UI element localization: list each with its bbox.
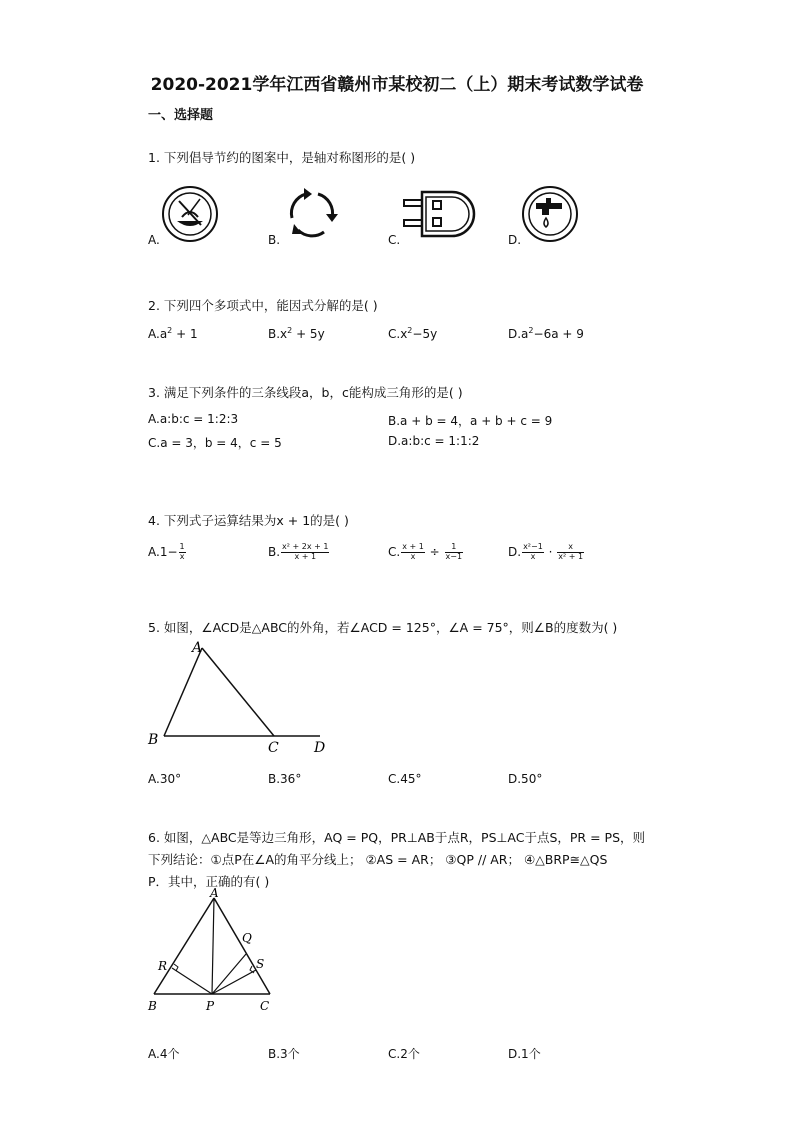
point-s-label: S (256, 957, 265, 971)
q2-option-c: $C.x^2-5y$ (388, 326, 438, 341)
point-a-label: A (210, 886, 219, 900)
q6-option-b: B.3个 (268, 1047, 300, 1061)
recycle-icon (280, 184, 344, 244)
q5-option-a: A.30° (148, 772, 182, 786)
point-c-label: C (268, 740, 279, 756)
q4-option-b: B. $\frac{\text{x² + 2x + 1}}{x + 1}$ (268, 542, 329, 561)
q4-option-c: C. $\frac{x + 1}{x}$ ÷ $\frac{1}{x-1}$ (388, 542, 463, 561)
point-b-label: B (148, 732, 159, 748)
exam-title: 2020-2021学年江西省赣州市某校初二（上）期末考试数学试卷 (150, 75, 644, 95)
question-6-stem-line3: P．其中，正确的有( ) (148, 874, 270, 889)
point-c-label: C (260, 999, 270, 1013)
question-3-stem: 3. 满足下列条件的三条线段a，b，c能构成三角形的是( ) (148, 385, 463, 400)
point-b-label: B (148, 999, 157, 1013)
point-d-label: D (314, 740, 326, 756)
point-r-label: R (158, 959, 168, 973)
question-6-stem-line2: 下列结论：①点P在∠A的角平分线上； ②AS = AR； ③QP // AR； ④△BRP≅△QS (148, 852, 608, 867)
q1-option-c-label: C. (388, 233, 401, 247)
q1-option-b-label: B. (268, 233, 281, 247)
question-2-stem: 2. 下列四个多项式中，能因式分解的是( ) (148, 298, 378, 313)
food-saving-icon (160, 185, 224, 243)
q3-option-b: B.a + b = 4，a + b + c = 9 (388, 414, 553, 428)
q2-option-d: $D.a^2-6a + 9$ (508, 326, 584, 341)
equilateral-triangle-figure (140, 884, 290, 1018)
point-p-label: P (206, 999, 215, 1013)
point-q-label: Q (242, 931, 252, 945)
q5-option-d: D.50° (508, 772, 543, 786)
q2-option-a: $A.a^2 + 1$ (148, 326, 198, 341)
question-4-stem: 4. 下列式子运算结果为x + 1的是( ) (148, 513, 349, 528)
q1-option-a-label: A. (148, 233, 160, 247)
q1-option-d-label: D. (508, 233, 522, 247)
question-6-stem-line1: 6. 如图，△ABC是等边三角形，AQ = PQ，PR⊥AB于点R，PS⊥AC于点S，PR = PS，则 (148, 830, 646, 845)
q4-option-a: A.1− $\frac{1}{x}$ (148, 542, 185, 561)
q6-option-a: A.4个 (148, 1047, 180, 1061)
section-heading: 一、选择题 (148, 108, 214, 123)
q3-option-d: D.a:b:c = 1:1:2 (388, 434, 480, 448)
water-tap-icon (520, 185, 584, 243)
question-5-stem: 5. 如图，∠ACD是△ABC的外角，若∠ACD = 125°，∠A = 75°，则∠B的度数为( ) (148, 620, 618, 635)
q3-option-c: C.a = 3，b = 4，c = 5 (148, 436, 282, 450)
q4-option-d: D. $\frac{\text{x²−1}}{x}$ · $\frac{x}{\text{x² + 1}}$ (508, 542, 584, 561)
q6-option-c: C.2个 (388, 1047, 420, 1061)
q3-option-a: A.a:b:c = 1:2:3 (148, 412, 239, 426)
q2-option-b: $B.x^2 + 5y$ (268, 326, 325, 341)
question-1-stem: 1. 下列倡导节约的图案中，是轴对称图形的是( ) (148, 150, 416, 165)
q5-option-c: C.45° (388, 772, 422, 786)
plug-icon (400, 186, 484, 242)
q5-option-b: B.36° (268, 772, 302, 786)
point-a-label: A (192, 640, 203, 656)
q6-option-d: D.1个 (508, 1047, 541, 1061)
triangle-abc-figure (140, 636, 340, 760)
